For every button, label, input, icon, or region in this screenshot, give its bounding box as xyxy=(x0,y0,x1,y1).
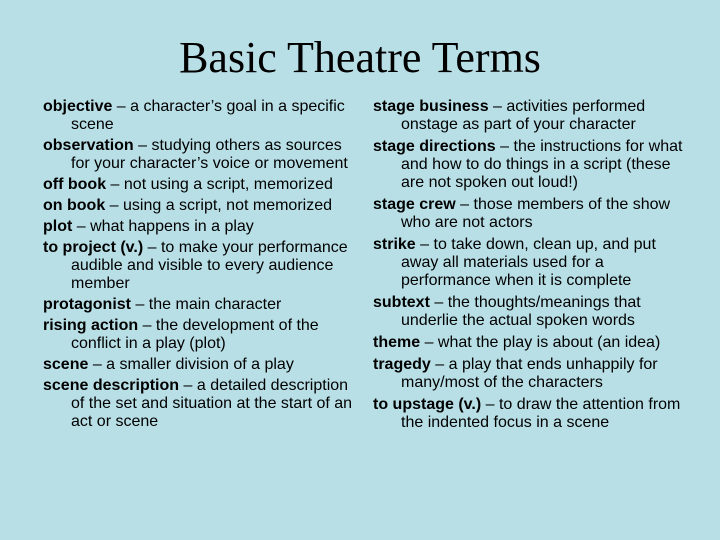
term-word: protagonist xyxy=(43,296,131,313)
term-definition: using a script, not memorized xyxy=(123,197,332,214)
term-entry xyxy=(43,98,353,134)
term-entry xyxy=(43,197,353,215)
term-separator: – xyxy=(420,334,438,351)
term-definition: activities performed onstage as part of your character xyxy=(401,98,646,133)
left-term-list xyxy=(43,98,353,434)
term-entry xyxy=(43,218,353,236)
term-definition: to make your performance audible and visible to every audience member xyxy=(71,239,348,292)
slide-title: Basic Theatre Terms xyxy=(179,33,541,82)
term-separator: – xyxy=(415,236,434,253)
term-definition: what happens in a play xyxy=(90,218,254,235)
term-word: off book xyxy=(43,176,107,193)
term-separator: – xyxy=(106,176,124,193)
term-word: strike xyxy=(373,236,416,253)
term-word: stage directions xyxy=(373,138,496,155)
term-word: plot xyxy=(43,218,73,235)
term-entry xyxy=(373,294,683,330)
term-word: tragedy xyxy=(373,356,431,373)
term-word: on book xyxy=(43,197,106,214)
term-entry xyxy=(373,196,683,232)
term-separator: – xyxy=(131,296,149,313)
term-definition: a character’s goal in a specific scene xyxy=(71,98,345,133)
term-separator: – xyxy=(105,197,124,214)
term-entry xyxy=(43,176,353,194)
term-definition: the instructions for what and how to do things in a script (these are not spoken out loud!) xyxy=(401,138,683,191)
term-separator: – xyxy=(179,377,197,394)
term-word: scene xyxy=(43,356,89,373)
term-word: rising action xyxy=(43,317,139,334)
term-separator: – xyxy=(143,239,161,256)
term-definition: a smaller division of a play xyxy=(106,356,294,373)
term-entry xyxy=(373,356,683,392)
term-definition: studying others as sources for your character’s voice or movement xyxy=(71,137,348,172)
term-word: scene description xyxy=(43,377,180,394)
term-separator: – xyxy=(72,218,91,235)
term-word: observation xyxy=(43,137,134,154)
term-definition: a play that ends unhappily for many/most of the characters xyxy=(401,356,658,391)
term-separator: – xyxy=(429,294,448,311)
term-entry xyxy=(373,396,683,432)
term-word: theme xyxy=(373,334,421,351)
term-entry xyxy=(43,137,353,173)
term-definition: the development of the conflict in a play (plot) xyxy=(71,317,319,352)
term-entry xyxy=(43,296,353,314)
term-word: to upstage (v.) xyxy=(373,396,482,413)
term-definition: those members of the show who are not actors xyxy=(401,196,671,231)
term-word: stage crew xyxy=(373,196,456,213)
term-entry xyxy=(373,334,683,352)
term-separator: – xyxy=(488,98,507,115)
term-word: objective xyxy=(43,98,113,115)
term-separator: – xyxy=(138,317,156,334)
term-definition: what the play is about (an idea) xyxy=(437,334,661,351)
term-separator: – xyxy=(133,137,152,154)
term-separator: – xyxy=(112,98,131,115)
term-entry xyxy=(43,317,353,353)
term-definition: the main character xyxy=(148,296,282,313)
term-definition: to take down, clean up, and put away all materials used for a performance when it is complete xyxy=(401,236,656,289)
term-word: to project (v.) xyxy=(43,239,144,256)
term-entry xyxy=(373,138,683,192)
term-separator: – xyxy=(495,138,514,155)
right-term-list xyxy=(373,98,683,436)
term-definition: a detailed description of the set and situation at the start of an act or scene xyxy=(71,377,353,430)
term-separator: – xyxy=(430,356,449,373)
term-entry xyxy=(373,98,683,134)
term-definition: the thoughts/meanings that underlie the actual spoken words xyxy=(401,294,641,329)
term-definition: not using a script, memorized xyxy=(123,176,333,193)
term-separator: – xyxy=(88,356,107,373)
term-word: subtext xyxy=(373,294,430,311)
term-definition: to draw the attention from the indented focus in a scene xyxy=(401,396,681,431)
term-separator: – xyxy=(481,396,499,413)
term-entry xyxy=(373,236,683,290)
term-entry xyxy=(43,239,353,293)
term-word: stage business xyxy=(373,98,489,115)
term-entry xyxy=(43,356,353,374)
term-entry xyxy=(43,377,353,431)
term-separator: – xyxy=(455,196,474,213)
